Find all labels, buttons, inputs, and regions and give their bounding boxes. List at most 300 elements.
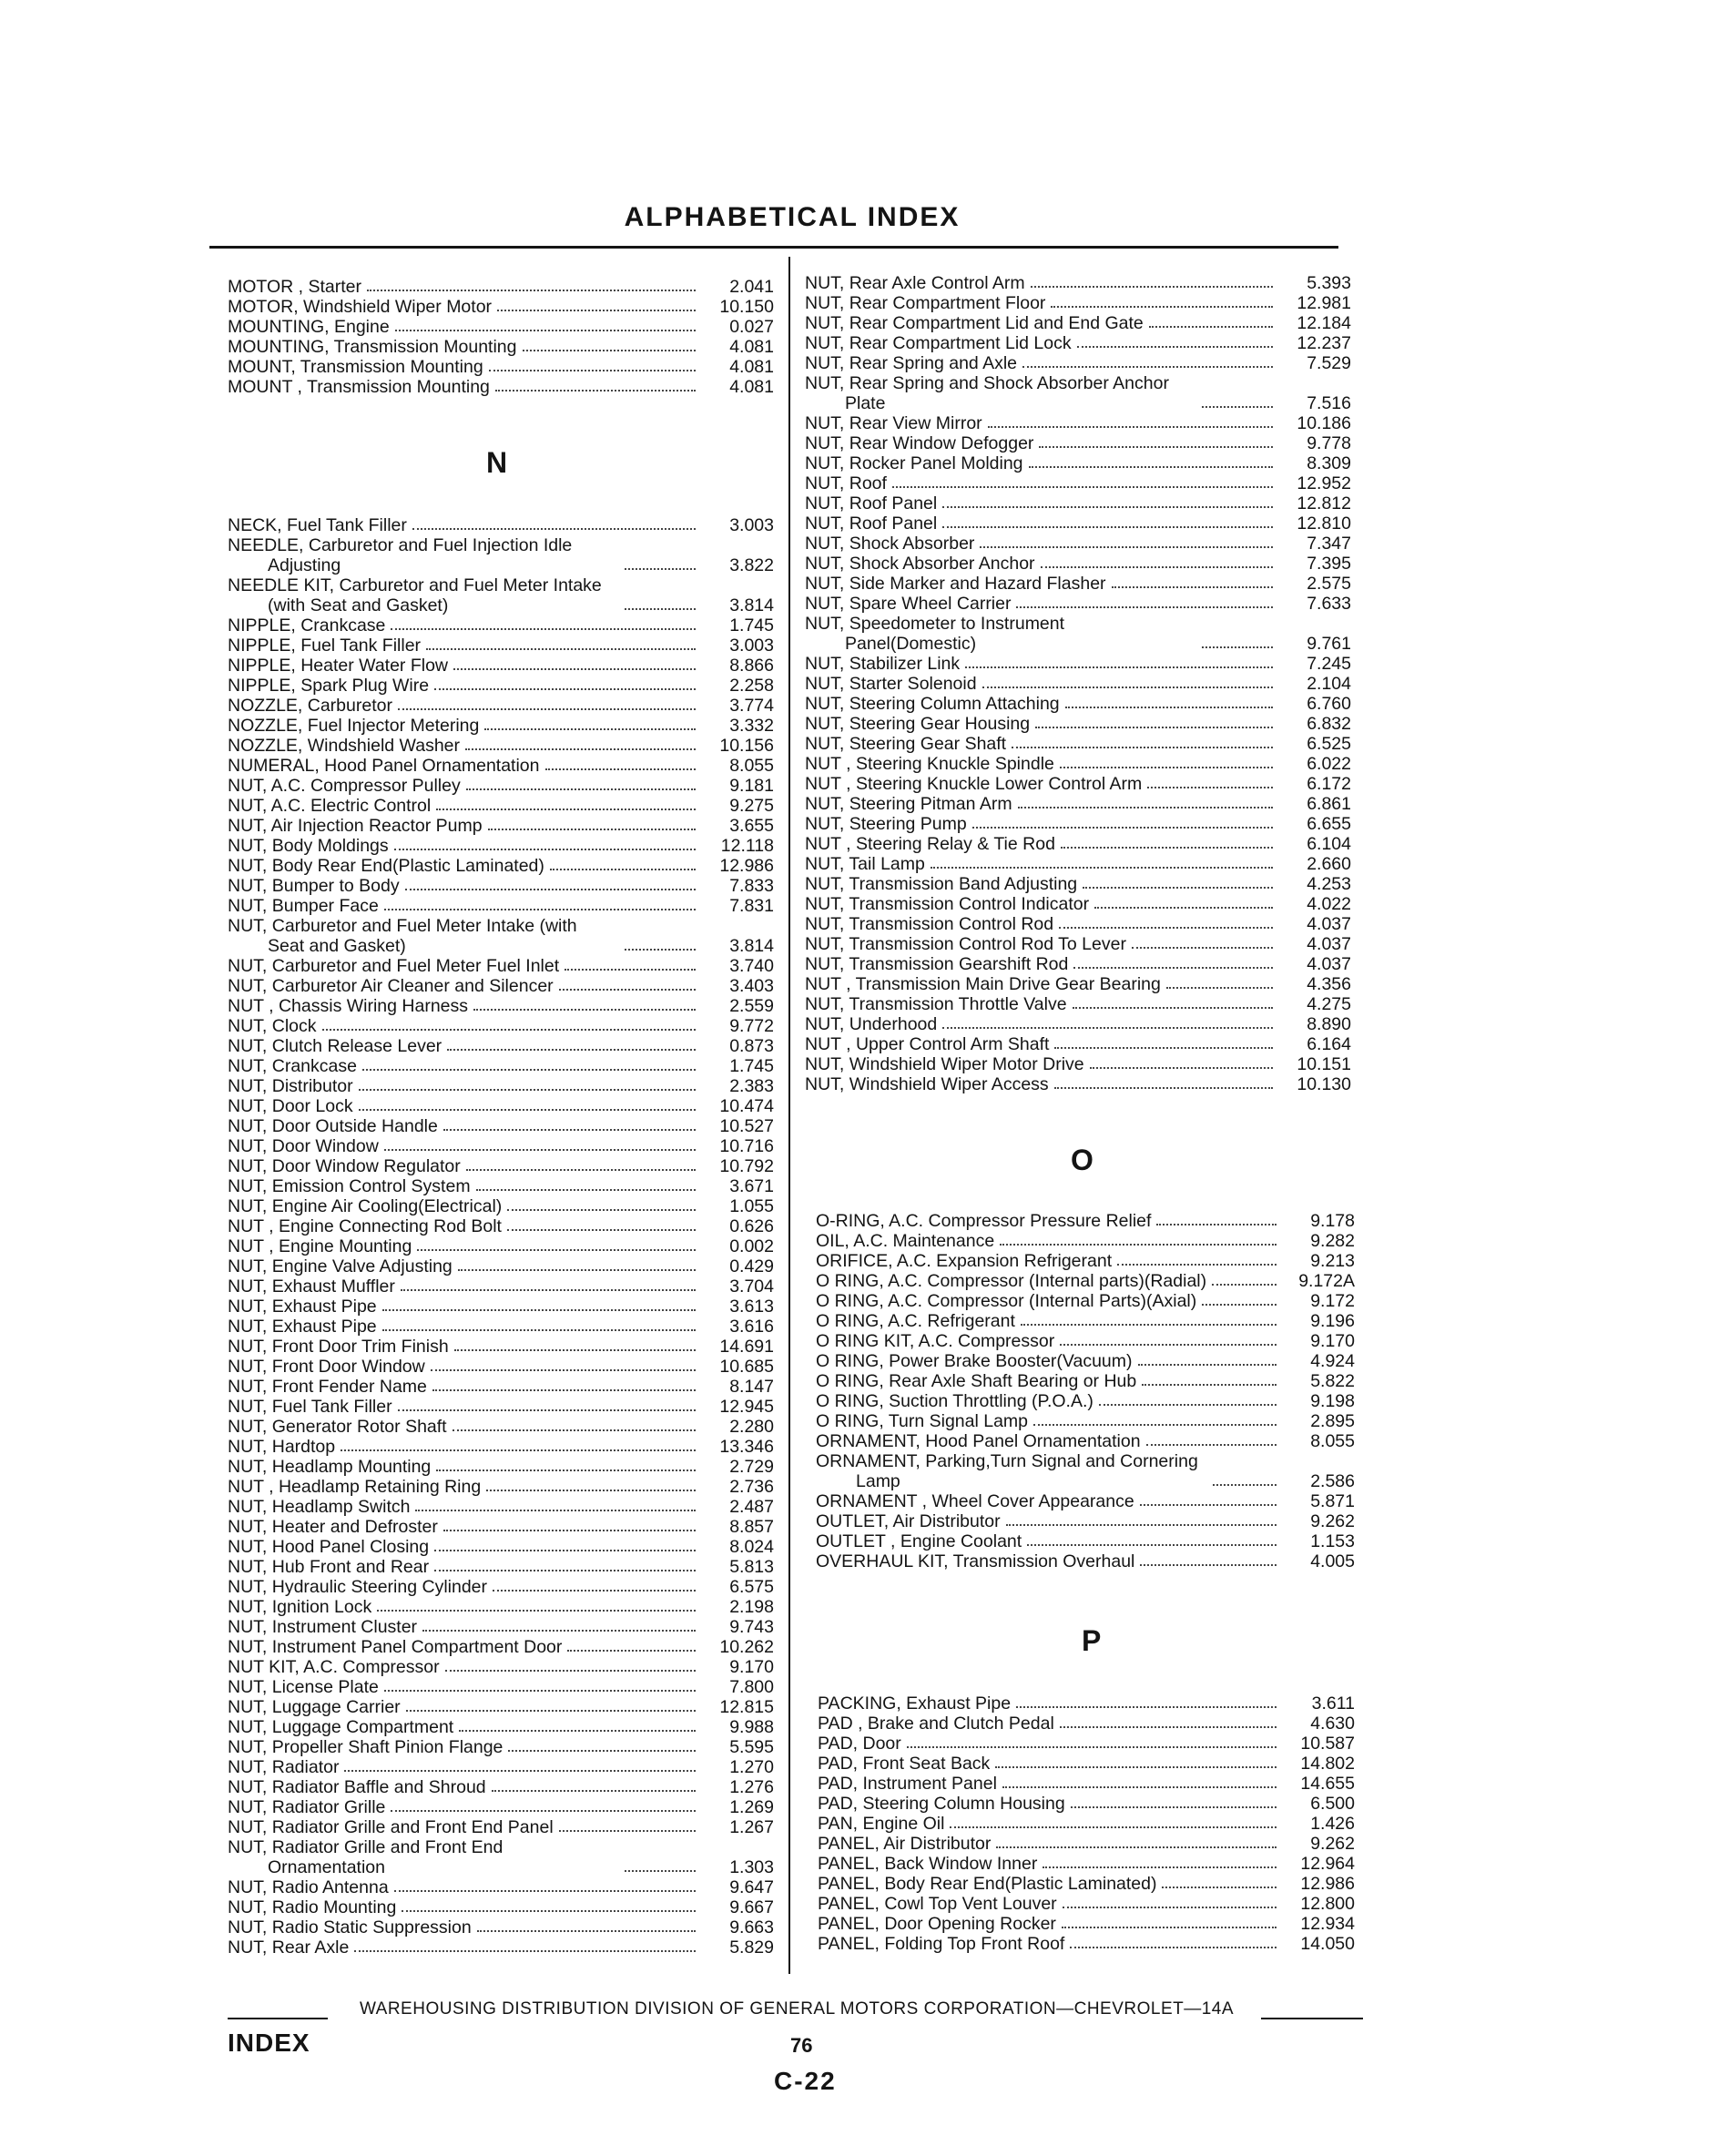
index-entry bbox=[228, 1817, 774, 1837]
entry-code: 3.655 bbox=[729, 816, 774, 836]
dot-leader bbox=[942, 506, 1273, 508]
entry-name-text: O RING, Turn Signal Lamp bbox=[816, 1411, 1029, 1431]
dot-leader bbox=[907, 1746, 1277, 1748]
index-entry bbox=[228, 377, 774, 397]
entry-code: 4.253 bbox=[1307, 874, 1351, 894]
dot-leader bbox=[391, 1810, 696, 1812]
entry-name-text: PAD, Steering Column Housing bbox=[818, 1794, 1065, 1814]
entry-name-text: ORNAMENT , Wheel Cover Appearance bbox=[816, 1491, 1134, 1511]
entry-name-text: ORNAMENT, Hood Panel Ornamentation bbox=[816, 1431, 1141, 1451]
entry-name-text: OUTLET, Air Distributor bbox=[816, 1511, 1001, 1531]
entry-code: 3.616 bbox=[729, 1317, 774, 1337]
entry-code: 9.282 bbox=[1310, 1231, 1355, 1251]
entry-name bbox=[816, 1251, 1112, 1271]
entry-name-text: NUT, Carburetor and Fuel Meter Intake (with bbox=[228, 916, 577, 936]
index-entry bbox=[228, 956, 774, 976]
entry-name bbox=[805, 794, 1012, 814]
entry-code: 12.986 bbox=[719, 856, 774, 876]
entry-name bbox=[228, 1156, 461, 1176]
entry-name bbox=[805, 293, 1045, 313]
index-entry bbox=[816, 1491, 1355, 1511]
entry-name-text: NUT, Bumper to Body bbox=[228, 876, 400, 896]
entry-name bbox=[228, 1717, 453, 1737]
dot-leader bbox=[486, 1490, 696, 1491]
entry-name-text: NUT, Rear Spring and Shock Absorber Anchor bbox=[805, 373, 1169, 393]
index-entry bbox=[818, 1794, 1355, 1814]
entry-name-text: NUT, Engine Air Cooling(Electrical) bbox=[228, 1196, 503, 1216]
entry-name bbox=[228, 1397, 392, 1417]
entry-code: 9.181 bbox=[729, 776, 774, 796]
index-entry bbox=[228, 1136, 774, 1156]
dot-leader bbox=[492, 1790, 696, 1792]
entry-name bbox=[228, 896, 379, 916]
index-entry bbox=[818, 1834, 1355, 1854]
entry-name bbox=[228, 1337, 449, 1357]
entry-code: 12.810 bbox=[1297, 514, 1351, 534]
index-entry bbox=[228, 1657, 774, 1677]
page-title: ALPHABETICAL INDEX bbox=[624, 202, 961, 232]
entry-name bbox=[818, 1693, 1011, 1714]
entry-code: 9.647 bbox=[729, 1877, 774, 1897]
entry-code: 12.118 bbox=[720, 836, 774, 856]
entry-code: 6.760 bbox=[1307, 694, 1351, 714]
dot-leader bbox=[432, 1389, 696, 1391]
dot-leader bbox=[965, 666, 1273, 668]
dot-leader bbox=[466, 1169, 696, 1171]
entry-name bbox=[228, 1537, 429, 1557]
entry-code: 0.429 bbox=[729, 1256, 774, 1276]
dot-leader bbox=[1061, 847, 1273, 849]
index-entry bbox=[805, 654, 1351, 674]
index-entry bbox=[228, 1116, 774, 1136]
entry-name-text: MOTOR , Starter bbox=[228, 277, 361, 297]
entry-name bbox=[228, 756, 540, 776]
dot-leader bbox=[443, 1129, 696, 1131]
entry-code: 3.740 bbox=[729, 956, 774, 976]
index-entry bbox=[805, 534, 1351, 554]
entry-code: 2.660 bbox=[1307, 854, 1351, 874]
index-entry bbox=[228, 337, 774, 357]
entry-code: 10.186 bbox=[1297, 413, 1351, 433]
entry-code: 9.663 bbox=[729, 1917, 774, 1937]
index-entry bbox=[805, 353, 1351, 373]
entry-name bbox=[228, 1497, 410, 1517]
entry-name bbox=[805, 614, 1196, 654]
dot-leader bbox=[1070, 1947, 1277, 1948]
dot-leader bbox=[1059, 927, 1273, 929]
index-label: INDEX bbox=[228, 2029, 310, 2057]
dot-leader bbox=[625, 949, 696, 951]
index-entry bbox=[228, 1537, 774, 1557]
index-entry bbox=[805, 1014, 1351, 1034]
entry-name-text: NUT, Roof Panel bbox=[805, 514, 938, 534]
dot-leader bbox=[1156, 1224, 1277, 1225]
entry-name bbox=[816, 1491, 1134, 1511]
entry-code: 0.626 bbox=[729, 1216, 774, 1236]
dot-leader bbox=[359, 1109, 696, 1111]
index-entry bbox=[228, 1276, 774, 1297]
entry-name-text: NUMERAL, Hood Panel Ornamentation bbox=[228, 756, 540, 776]
dot-leader bbox=[367, 290, 696, 291]
dot-leader bbox=[459, 1730, 696, 1732]
index-entry bbox=[805, 273, 1351, 293]
entry-name bbox=[816, 1231, 994, 1251]
entry-name bbox=[228, 1677, 379, 1697]
entry-name-text: NUT, Rear Axle Control Arm bbox=[805, 273, 1025, 293]
dot-leader bbox=[995, 1766, 1277, 1768]
dot-leader bbox=[1051, 306, 1273, 308]
dot-leader bbox=[1146, 1444, 1277, 1446]
entry-name-text: NOZZLE, Windshield Washer bbox=[228, 736, 461, 756]
entry-name-text: NUT, Steering Pitman Arm bbox=[805, 794, 1012, 814]
dot-leader bbox=[1202, 1304, 1277, 1306]
index-entry bbox=[228, 1757, 774, 1777]
dot-leader bbox=[1054, 1087, 1273, 1089]
entry-name bbox=[228, 535, 619, 575]
entry-name bbox=[228, 1096, 353, 1116]
entry-name-text: ORNAMENT, Parking,Turn Signal and Cornering bbox=[816, 1451, 1198, 1471]
dot-leader bbox=[401, 1289, 696, 1291]
index-entry bbox=[228, 297, 774, 317]
index-entry bbox=[228, 1897, 774, 1917]
dot-leader bbox=[344, 1770, 696, 1772]
dot-leader bbox=[1043, 1866, 1277, 1868]
entry-name bbox=[228, 575, 619, 615]
entry-name bbox=[228, 1116, 438, 1136]
index-entry bbox=[228, 656, 774, 676]
entry-name-text: NECK, Fuel Tank Filler bbox=[228, 515, 407, 535]
entry-name-text: NUT, Underhood bbox=[805, 1014, 938, 1034]
index-entry bbox=[228, 896, 774, 916]
entry-name-text: NUT, Engine Valve Adjusting bbox=[228, 1256, 453, 1276]
dot-leader bbox=[436, 1470, 696, 1471]
entry-name-text: NUT, License Plate bbox=[228, 1677, 379, 1697]
entry-name bbox=[805, 834, 1055, 854]
entry-code: 4.356 bbox=[1307, 974, 1351, 994]
entry-name bbox=[816, 1351, 1133, 1371]
dot-leader bbox=[1021, 1324, 1277, 1326]
entry-name-text: NUT , Engine Mounting bbox=[228, 1236, 412, 1256]
entry-name bbox=[805, 554, 1035, 574]
dot-leader bbox=[495, 390, 696, 392]
entry-name bbox=[805, 674, 977, 694]
dot-leader bbox=[422, 1630, 696, 1632]
entry-name bbox=[228, 1757, 339, 1777]
dot-leader bbox=[434, 1570, 696, 1571]
entry-code: 9.172A bbox=[1298, 1271, 1355, 1291]
entry-name bbox=[805, 353, 1017, 373]
entry-name bbox=[818, 1854, 1037, 1874]
index-entry bbox=[818, 1854, 1355, 1874]
index-entry bbox=[805, 894, 1351, 914]
entry-code: 9.667 bbox=[729, 1897, 774, 1917]
entry-name-text: PANEL, Back Window Inner bbox=[818, 1854, 1038, 1874]
entry-name bbox=[805, 534, 974, 554]
dot-leader bbox=[567, 1650, 696, 1652]
entry-code: 10.527 bbox=[719, 1116, 774, 1136]
entry-name-text: NUT, Transmission Gearshift Rod bbox=[805, 954, 1069, 974]
dot-leader bbox=[394, 849, 696, 850]
entry-name bbox=[805, 493, 937, 514]
entry-code: 3.814 bbox=[729, 936, 774, 956]
entry-code: 1.153 bbox=[1310, 1531, 1355, 1551]
entry-name bbox=[228, 876, 400, 896]
dot-leader bbox=[1090, 1067, 1273, 1069]
entry-name bbox=[805, 273, 1025, 293]
entry-code: 1.270 bbox=[729, 1757, 774, 1777]
entry-name bbox=[818, 1814, 944, 1834]
index-entry bbox=[805, 313, 1351, 333]
entry-code: 5.595 bbox=[729, 1737, 774, 1757]
index-entry bbox=[228, 1717, 774, 1737]
entry-name bbox=[816, 1411, 1028, 1431]
entry-code: 4.081 bbox=[729, 377, 774, 397]
dot-leader bbox=[405, 889, 696, 890]
index-entry bbox=[228, 1797, 774, 1817]
entry-name bbox=[805, 654, 960, 674]
dot-leader bbox=[431, 1369, 696, 1371]
entry-name bbox=[228, 1657, 440, 1677]
dot-leader bbox=[1138, 1364, 1277, 1366]
entry-code: 10.474 bbox=[719, 1096, 774, 1116]
index-entry bbox=[816, 1551, 1355, 1571]
entry-code: 10.130 bbox=[1297, 1074, 1351, 1094]
entry-name-text: NUT, Propeller Shaft Pinion Flange bbox=[228, 1737, 503, 1757]
entry-name-text: NUT, Door Window bbox=[228, 1136, 379, 1156]
entry-code: 3.332 bbox=[729, 716, 774, 736]
dot-leader bbox=[545, 768, 697, 770]
entry-name bbox=[228, 656, 448, 676]
dot-leader bbox=[354, 1950, 696, 1952]
index-entry bbox=[228, 535, 774, 575]
index-entry bbox=[228, 1517, 774, 1537]
entry-code: 7.516 bbox=[1307, 393, 1351, 413]
entry-code: 1.745 bbox=[729, 1056, 774, 1076]
dot-leader bbox=[382, 1309, 696, 1311]
dot-leader bbox=[1099, 1404, 1277, 1406]
index-entry bbox=[228, 1216, 774, 1236]
entry-code: 6.500 bbox=[1310, 1794, 1355, 1814]
entry-name bbox=[228, 816, 483, 836]
entry-name-text: NUT, A.C. Compressor Pulley bbox=[228, 776, 461, 796]
index-entry bbox=[805, 734, 1351, 754]
entry-name bbox=[228, 956, 559, 976]
index-entry bbox=[805, 413, 1351, 433]
index-entry bbox=[805, 834, 1351, 854]
index-entry bbox=[228, 916, 774, 956]
entry-name-text: NUT, Door Outside Handle bbox=[228, 1116, 438, 1136]
entry-name bbox=[805, 1074, 1049, 1094]
entry-name-text: NIPPLE, Spark Plug Wire bbox=[228, 676, 430, 696]
entry-name-text: NUT, Radiator Baffle and Shroud bbox=[228, 1777, 486, 1797]
index-entry bbox=[805, 594, 1351, 614]
entry-name-text: NUT, Shock Absorber Anchor bbox=[805, 554, 1035, 574]
entry-name bbox=[818, 1774, 997, 1794]
dot-leader bbox=[1202, 646, 1273, 648]
entry-code: 9.743 bbox=[729, 1617, 774, 1637]
entry-name bbox=[228, 736, 460, 756]
entry-name bbox=[228, 636, 421, 656]
dot-leader bbox=[1062, 1927, 1277, 1928]
dot-leader bbox=[488, 829, 696, 830]
index-entry bbox=[805, 333, 1351, 353]
dot-leader bbox=[1041, 566, 1273, 568]
entry-name-text: O RING, A.C. Compressor (Internal parts)(Radial) bbox=[816, 1271, 1207, 1291]
entry-name bbox=[228, 976, 554, 996]
index-list-m bbox=[228, 277, 774, 397]
dot-leader bbox=[1027, 1544, 1277, 1546]
section-letter-n: N bbox=[486, 446, 508, 479]
dot-leader bbox=[1149, 326, 1273, 328]
index-entry bbox=[228, 1357, 774, 1377]
entry-code: 12.964 bbox=[1300, 1854, 1355, 1874]
index-entry bbox=[228, 836, 774, 856]
index-entry bbox=[818, 1754, 1355, 1774]
page-code: C-22 bbox=[774, 2067, 837, 2095]
entry-code: 7.831 bbox=[729, 896, 774, 916]
dot-leader bbox=[436, 808, 696, 810]
entry-name-text: NUT, Exhaust Pipe bbox=[228, 1297, 377, 1317]
entry-name bbox=[818, 1734, 901, 1754]
entry-code: 6.172 bbox=[1307, 774, 1351, 794]
page-number: 76 bbox=[790, 2034, 813, 2057]
index-list-nut-continued bbox=[805, 273, 1351, 1094]
index-entry bbox=[228, 1196, 774, 1216]
entry-name-text: O RING, A.C. Compressor (Internal Parts)(Axial) bbox=[816, 1291, 1197, 1311]
entry-code: 12.986 bbox=[1300, 1874, 1355, 1894]
index-entry bbox=[228, 1617, 774, 1637]
dot-leader bbox=[1035, 727, 1273, 728]
index-entry bbox=[228, 636, 774, 656]
entry-name bbox=[818, 1894, 1057, 1914]
dot-leader bbox=[550, 869, 696, 870]
dot-leader bbox=[1031, 286, 1273, 288]
dot-leader bbox=[434, 1550, 696, 1551]
entry-name bbox=[228, 676, 429, 696]
entry-name-text: PANEL, Door Opening Rocker bbox=[818, 1914, 1056, 1934]
entry-name bbox=[816, 1311, 1015, 1331]
entry-name-text: NUT, Hydraulic Steering Cylinder bbox=[228, 1577, 488, 1597]
entry-name-text: NUT, Body Rear End(Plastic Laminated) bbox=[228, 856, 544, 876]
dot-leader bbox=[625, 568, 696, 570]
entry-code: 8.866 bbox=[729, 656, 774, 676]
entry-code: 4.005 bbox=[1310, 1551, 1355, 1571]
entry-code: 4.022 bbox=[1307, 894, 1351, 914]
index-entry bbox=[805, 293, 1351, 313]
entry-name-text: NUT, Door Lock bbox=[228, 1096, 353, 1116]
index-entry bbox=[228, 1577, 774, 1597]
entry-name-text: NUT, Side Marker and Hazard Flasher bbox=[805, 574, 1106, 594]
entry-name bbox=[228, 297, 492, 317]
entry-code: 8.055 bbox=[729, 756, 774, 776]
entry-code: 7.800 bbox=[729, 1677, 774, 1697]
entry-name bbox=[228, 796, 431, 816]
entry-name-text: NUT, Steering Pump bbox=[805, 814, 967, 834]
index-entry bbox=[228, 1777, 774, 1797]
dot-leader bbox=[1000, 1244, 1277, 1246]
index-entry bbox=[228, 1637, 774, 1657]
entry-name-text: NOZZLE, Carburetor bbox=[228, 696, 392, 716]
index-entry bbox=[816, 1391, 1355, 1411]
entry-name bbox=[228, 1056, 357, 1076]
entry-name-text: NUT, Heater and Defroster bbox=[228, 1517, 438, 1537]
entry-code: 9.772 bbox=[729, 1016, 774, 1036]
index-entry bbox=[805, 774, 1351, 794]
index-entry bbox=[228, 1477, 774, 1497]
entry-name bbox=[805, 373, 1196, 413]
dot-leader bbox=[1016, 1706, 1277, 1708]
index-entry bbox=[228, 716, 774, 736]
entry-name bbox=[228, 1256, 453, 1276]
section-letter-p: P bbox=[1082, 1624, 1102, 1657]
dot-leader bbox=[1083, 887, 1273, 889]
entry-code: 4.630 bbox=[1310, 1714, 1355, 1734]
entry-name-text: NUT, Spare Wheel Carrier bbox=[805, 594, 1012, 614]
entry-name-text: O RING, Suction Throttling (P.O.A.) bbox=[816, 1391, 1093, 1411]
entry-name bbox=[228, 1377, 427, 1397]
entry-code: 8.147 bbox=[729, 1377, 774, 1397]
entry-name-text: NUT, Steering Gear Shaft bbox=[805, 734, 1007, 754]
entry-name bbox=[818, 1714, 1054, 1734]
entry-code: 6.575 bbox=[729, 1577, 774, 1597]
index-entry bbox=[818, 1934, 1355, 1954]
entry-name-text: NUT, Front Door Window bbox=[228, 1357, 425, 1377]
index-list-n bbox=[228, 515, 774, 1958]
index-entry bbox=[228, 1497, 774, 1517]
index-entry bbox=[228, 1056, 774, 1076]
entry-code: 5.813 bbox=[729, 1557, 774, 1577]
index-entry bbox=[805, 473, 1351, 493]
entry-name bbox=[228, 1697, 401, 1717]
dot-leader bbox=[1166, 987, 1273, 989]
entry-name bbox=[805, 1014, 937, 1034]
entry-name-text: NUT, Distributor bbox=[228, 1076, 353, 1096]
entry-name bbox=[816, 1291, 1196, 1311]
dot-leader bbox=[394, 1890, 696, 1892]
dot-leader bbox=[493, 1590, 696, 1592]
entry-name-text: PAN, Engine Oil bbox=[818, 1814, 945, 1834]
index-entry bbox=[228, 1317, 774, 1337]
dot-leader bbox=[1016, 606, 1273, 608]
dot-leader bbox=[359, 1089, 696, 1091]
dot-leader bbox=[1132, 947, 1273, 949]
entry-code: 8.309 bbox=[1307, 453, 1351, 473]
entry-name-text: NUT , Headlamp Retaining Ring bbox=[228, 1477, 482, 1497]
entry-name bbox=[805, 313, 1144, 333]
entry-code: 3.774 bbox=[729, 696, 774, 716]
dot-leader bbox=[1073, 1007, 1273, 1009]
entry-code: 9.170 bbox=[729, 1657, 774, 1677]
entry-name bbox=[228, 1877, 389, 1897]
dot-leader bbox=[1063, 1907, 1277, 1908]
entry-name bbox=[228, 1317, 377, 1337]
entry-code: 10.716 bbox=[719, 1136, 774, 1156]
index-entry bbox=[228, 1697, 774, 1717]
entry-code: 12.952 bbox=[1297, 473, 1351, 493]
index-entry bbox=[228, 1837, 774, 1877]
entry-code: 8.890 bbox=[1307, 1014, 1351, 1034]
entry-name-text: MOUNTING, Transmission Mounting bbox=[228, 337, 517, 357]
entry-name bbox=[228, 996, 468, 1016]
entry-name-text: NUT, Air Injection Reactor Pump bbox=[228, 816, 483, 836]
index-list-o bbox=[816, 1211, 1355, 1571]
entry-name bbox=[805, 413, 982, 433]
entry-name-text: MOUNT , Transmission Mounting bbox=[228, 377, 490, 397]
entry-name-text: NUT, Carburetor Air Cleaner and Silencer bbox=[228, 976, 554, 996]
entry-name-text: NUT, Radiator Grille and Front End bbox=[228, 1837, 503, 1857]
entry-name-text: NUT, Hood Panel Closing bbox=[228, 1537, 430, 1557]
entry-name bbox=[228, 1917, 472, 1937]
